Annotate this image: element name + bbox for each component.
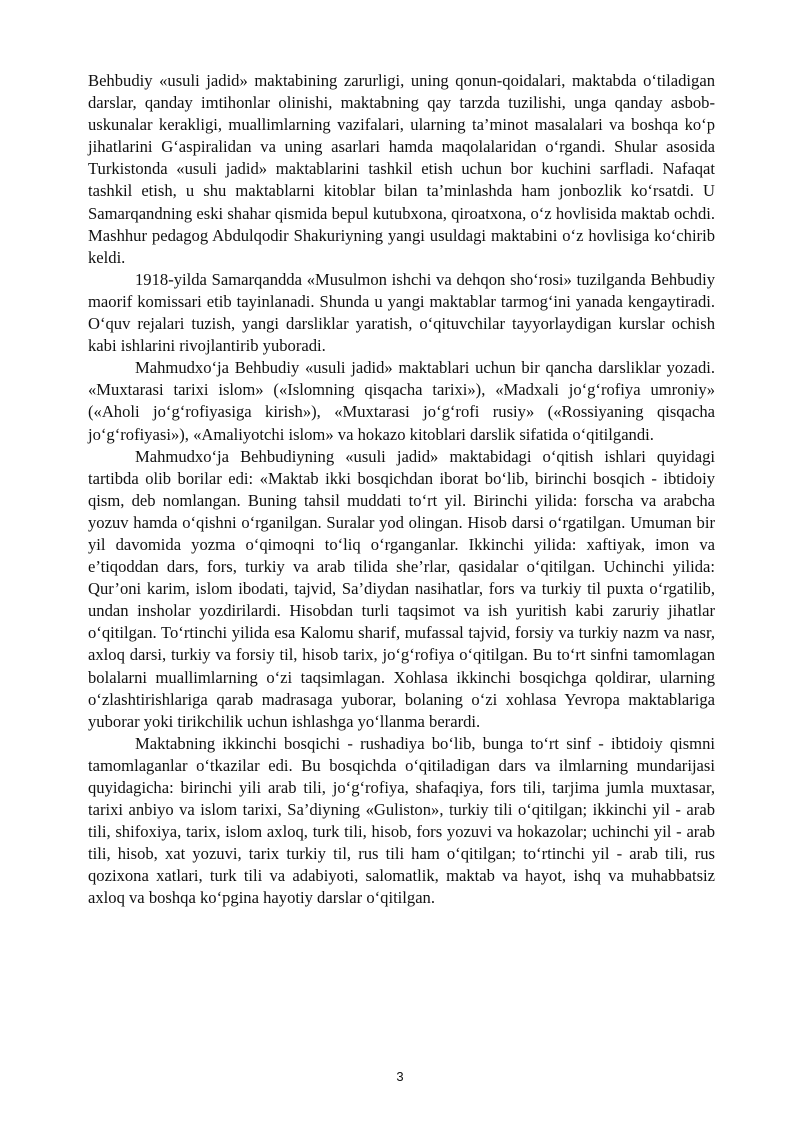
- paragraph-4: Mahmudxo‘ja Behbudiyning «usuli jadid» maktabidagi o‘qitish ishlari quyidagi tartibda olib borilar edi: «Maktab ikki bosqichdan iborat bo‘lib, birinchi bosqich - ibtidoiy qism, deb nomlangan. Buning tahsil muddati to‘rt yil. Birinchi yilida: forscha va arabcha yozuv hamda o‘qishni o‘rganilgan. Suralar yod olingan. Hisob darsi o‘rgatilgan. Umuman bir yil davomida yozma o‘qimoqni to‘liq o‘rganganlar. Ikkinchi yilida: xaftiyak, imon va e’tiqoddan dars, fors, turkiy va arab tilida she’rlar, qasidalar o‘qitilgan. Uchinchi yilida: Qur’oni karim, islom ibodati, tajvid, Sa’diydan nasihatlar, fors va turkiy til puxta o‘rgatilib, undan insholar yozdirilardi. Hisobdan turli taqsimot va ish yuritish kabi zaruriy jihatlar o‘qitilgan. To‘rtinchi yilida esa Kalomu sharif, mufassal tajvid, forsiy va turkiy nazm va nasr, axloq darsi, turkiy va forsiy til, hisob tarix, jo‘g‘rofiya o‘qitilgan. Bu to‘rt sinfni tamomlagan bolalarni muallimlarning o‘zi taqsimlagan. Xohlasa ikkinchi bosqichga qoldirar, ularning o‘zlashtirishlariga qarab madrasaga yuborar, bolaning o‘zi xohlasa Yevropa maktablariga yuborar yoki tirikchilik uchun ishlashga yo‘llanma berardi.: [88, 446, 715, 731]
- page-number: 3: [396, 1069, 404, 1084]
- paragraph-5: Maktabning ikkinchi bosqichi - rushadiya bo‘lib, bunga to‘rt sinf - ibtidoiy qismni tamomlaganlar o‘tkazilar edi. Bu bosqichda o‘qitiladigan dars va ilmlarning mundarijasi quyidagicha: birinchi yili arab tili, jo‘g‘rofiya, shafaqiya, fors tili, tarjima jumla muxtasar, tarixi anbiyo va islom tarixi, Sa’diyning «Guliston», turkiy tili o‘qitilgan; ikkinchi yil - arab tili, shifoxiya, tarix, islom axloq, turk tili, hisob, fors yozuvi va hokazolar; uchinchi yil - arab tili, hisob, xat yozuvi, tarix turkiy til, rus tili ham o‘qitilgan; to‘rtinchi yil - arab tili, rus qozixona xatlari, turk tili va adabiyoti, salomatlik, maktab va hayot, ishq va muhabbatsiz axloq va boshqa ko‘pgina hayotiy darslar o‘qitilgan.: [88, 733, 715, 908]
- paragraph-1: Behbudiy «usuli jadid» maktabining zarurligi, uning qonun-qoidalari, maktabda o‘tiladigan darslar, qanday imtihonlar olinishi, maktabning qay tarzda tuzilishi, unga qanday asbob-uskunalar kerakligi, muallimlarning vazifalari, ularning ta’minot masalalari va boshqa ko‘p jihatlarini G‘aspiralidan va uning asarlari hamda maqolalaridan o‘rgandi. Shular asosida Turkistonda «usuli jadid» maktablarini tashkil etish uchun bor kuchini sarfladi. Nafaqat tashkil etish, u shu maktablarni kitoblar bilan ta’minlashda ham jonbozlik ko‘rsatdi. U Samarqandning eski shahar qismida bepul kutubxona, qiroatxona, o‘z hovlisida maktab ochdi. Mashhur pedagog Abdulqodir Shakuriyning yangi usuldagi maktabini o‘z hovlisiga ko‘chirib keldi.: [88, 71, 715, 267]
- paragraph-3: Mahmudxo‘ja Behbudiy «usuli jadid» maktablari uchun bir qancha darsliklar yozadi. «Muxtarasi tarixi islom» («Islomning qisqacha tarixi»), «Madxali jo‘g‘rofiya umroniy» («Aholi jo‘g‘rofiyasiga kirish»), «Muxtarasi jo‘g‘rofi rusiy» («Rossiyaning qisqacha jo‘g‘rofiyasi»), «Amaliyotchi islom» va hokazo kitoblari darslik sifatida o‘qitilgandi.: [88, 358, 715, 444]
- paragraph-2: 1918-yilda Samarqandda «Musulmon ishchi va dehqon sho‘rosi» tuzilganda Behbudiy maorif komissari etib tayinlanadi. Shunda u yangi maktablar tarmog‘ini yanada kengaytiradi. O‘quv rejalari tuzish, yangi darsliklar yaratish, o‘qituvchilar tayyorlaydigan kurslar ochish kabi ishlarini rivojlantirib yuboradi.: [88, 269, 715, 356]
- document-body: [88, 70, 715, 910]
